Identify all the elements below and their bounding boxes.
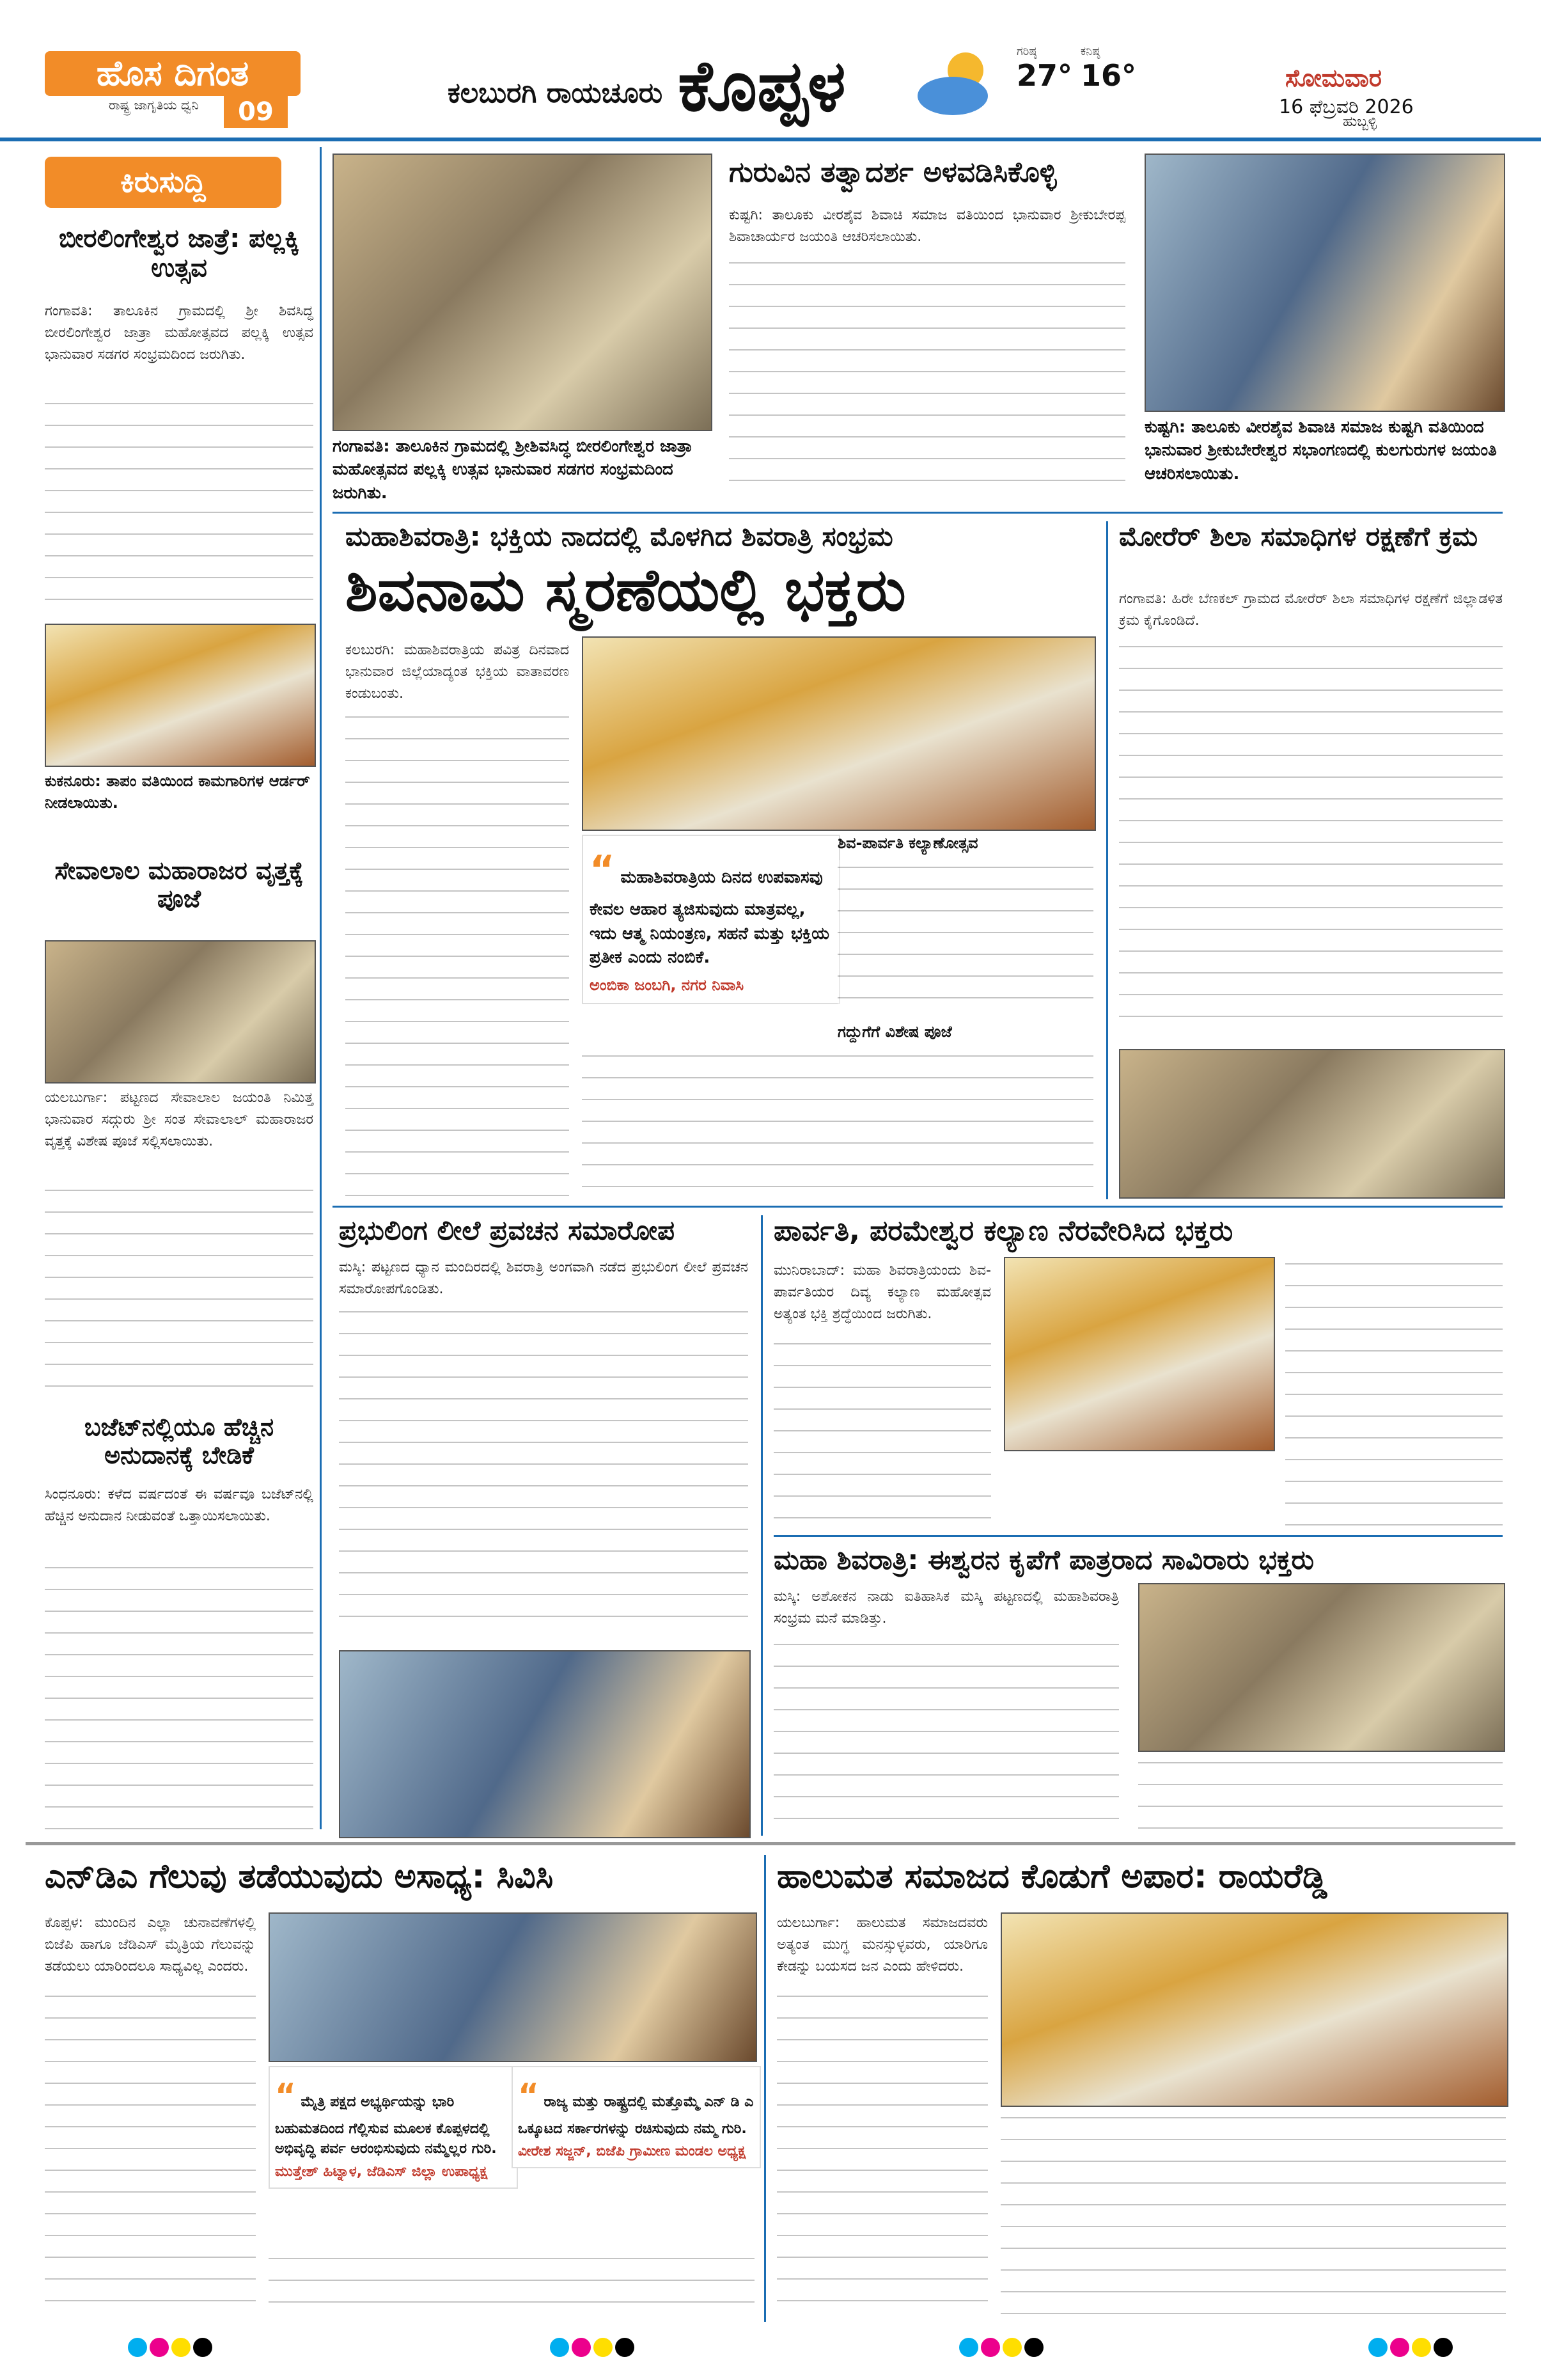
story4-photo [1119, 1049, 1505, 1199]
max-temp-label: ಗರಿಷ್ಠ [1017, 45, 1037, 58]
story2-caption: ಕುಷ್ಟಗಿ: ತಾಲೂಕು ವೀರಶೈವ ಶಿವಾಚಿ ಸಮಾಜ ಕುಷ್ಟಗಿ ವತಿಯಿಂದ ಭಾನುವಾರ ಶ್ರೀಕುಬೇರೇಶ್ವರ ಸಭಾಂಗಣದಲ್ಲಿ ಕುಲಗುರುಗಳ ಜಯಂತಿ ಆಚರಿಸಲಾಯಿತು. [1145, 418, 1497, 484]
max-temp-block [1017, 45, 1072, 93]
yellow-dot [1003, 2338, 1022, 2357]
story3-body: ಕಲಬುರಗಿ: ಮಹಾಶಿವರಾತ್ರಿಯ ಪವಿತ್ರ ದಿನವಾದ ಭಾನುವಾರ ಜಿಲ್ಲೆಯಾದ್ಯಂತ ಭಕ್ತಿಯ ವಾತಾವರಣ ಕಂಡುಬಂತು. [345, 642, 569, 702]
date: 16 ಫೆಬ್ರವರಿ 2026 [1279, 96, 1414, 118]
story3-kicker: ಮಹಾಶಿವರಾತ್ರಿ: ಭಕ್ತಿಯ ನಾದದಲ್ಲಿ ಮೊಳಗಿದ ಶಿವರಾತ್ರಿ ಸಂಭ್ರಮ [345, 521, 893, 552]
brief-text-filler-1 [45, 397, 313, 608]
brief-headline-4: ಬಜೆಟ್‌ನಲ್ಲಿಯೂ ಹೆಚ್ಚಿನ ಅನುದಾನಕ್ಕೆ ಬೇಡಿಕೆ [84, 1413, 274, 1469]
story6-photo [1004, 1257, 1275, 1451]
story9-photo [1001, 1912, 1508, 2107]
story1-photo [332, 154, 712, 431]
paper-tagline: ರಾಷ್ಟ್ರ ಜಾಗೃತಿಯ ಧ್ವನಿ [109, 97, 199, 113]
black-dot [193, 2338, 212, 2357]
brief-caption-2: ಕುಕನೂರು: ತಾಪಂ ವತಿಯಿಂದ ಕಾಮಗಾರಿಗಳ ಆರ್ಡರ್ ನೀಡಲಾಯಿತು. [45, 772, 310, 812]
story8-quote1 [269, 2066, 518, 2189]
story6-text-filler-2 [1285, 1257, 1503, 1525]
column-rule-mid [1106, 521, 1108, 1199]
min-temp-block [1081, 45, 1136, 93]
story8-body: ಕೊಪ್ಪಳ: ಮುಂದಿನ ಎಲ್ಲಾ ಚುನಾವಣೆಗಳಲ್ಲಿ ಬಿಜೆಪಿ ಹಾಗೂ ಜೆಡಿಎಸ್ ಮೈತ್ರಿಯ ಗೆಲುವನ್ನು ತಡೆಯಲು ಯಾರಿಂದಲೂ ಸಾಧ್ಯವಿಲ್ಲ ಎಂದರು. [45, 1915, 256, 1975]
magenta-dot [150, 2338, 169, 2357]
cyan-dot [128, 2338, 147, 2357]
magenta-dot [572, 2338, 591, 2357]
cyan-dot [1368, 2338, 1388, 2357]
magenta-dot [981, 2338, 1000, 2357]
story7-text-filler [774, 1637, 1119, 1829]
magenta-dot [1390, 2338, 1409, 2357]
print-city: ಹುಬ್ಬಳ್ಳಿ [1343, 114, 1377, 130]
story3-photo [582, 636, 1096, 831]
story2-headline: ಗುರುವಿನ ತತ್ವಾದರ್ಶ ಅಳವಡಿಸಿಕೊಳ್ಳಿ [729, 156, 1057, 189]
story7-text-filler-2 [1138, 1756, 1503, 1829]
quote-icon: “ [518, 2077, 539, 2114]
story8-text-filler-1 [45, 1989, 256, 2322]
story1-caption: ಗಂಗಾವತಿ: ತಾಲೂಕಿನ ಗ್ರಾಮದಲ್ಲಿ ಶ್ರೀಶಿವಸಿದ್ಧ ಬೀರಲಿಂಗೇಶ್ವರ ಜಾತ್ರಾ ಮಹೋತ್ಸವದ ಪಲ್ಲಕ್ಕಿ ಉತ್ಸವ ಭಾನುವಾರ ಸಡಗರ ಸಂಭ್ರಮದಿಂದ ಜರುಗಿತು. [332, 437, 692, 503]
story2-photo [1145, 154, 1505, 412]
story2-body: ಕುಷ್ಟಗಿ: ತಾಲೂಕು ವೀರಶೈವ ಶಿವಾಚಿ ಸಮಾಜ ವತಿಯಿಂದ ಭಾನುವಾರ ಶ್ರೀಕುಬೇರಪ್ಪ ಶಿವಾಚಾರ್ಯರ ಜಯಂತಿ ಆಚರಿಸಲಾಯಿತು. [729, 207, 1125, 246]
story8-photo [269, 1912, 757, 2062]
row-rule-2 [332, 1206, 1503, 1208]
masthead [0, 0, 1541, 141]
district-title: ಕೊಪ್ಪಳ [678, 45, 846, 127]
story8-quote2-text: ರಾಜ್ಯ ಮತ್ತು ರಾಷ್ಟ್ರದಲ್ಲಿ ಮತ್ತೊಮ್ಮೆ ಎನ್ ಡಿ ಎ ಒಕ್ಕೂಟದ ಸರ್ಕಾರಗಳನ್ನು ರಚಿಸುವುದು ನಮ್ಮ ಗುರಿ. [518, 2094, 754, 2137]
story8-quote2 [512, 2066, 761, 2168]
row-rule-4 [26, 1842, 1515, 1845]
story3-text-filler-2 [838, 860, 1093, 1014]
story3-sub1: ಶಿವ-ಪಾರ್ವತಿ ಕಲ್ಯಾಣೋತ್ಸವ [838, 834, 978, 852]
brief-text-filler-4 [45, 1561, 313, 1829]
story4-body: ಗಂಗಾವತಿ: ಹಿರೇ ಬೆಣಕಲ್ ಗ್ರಾಮದ ಮೋರೆರ್ ಶಿಲಾ ಸಮಾಧಿಗಳ ರಕ್ಷಣೆಗೆ ಜಿಲ್ಲಾಡಳಿತ ಕ್ರಮ ಕೈಗೊಂಡಿದೆ. [1119, 591, 1503, 629]
registration-marks-center-left [550, 2338, 637, 2360]
page-number: 09 [224, 96, 288, 128]
registration-marks-right [1368, 2338, 1455, 2360]
story5-body: ಮಸ್ಕಿ: ಪಟ್ಟಣದ ಧ್ಯಾನ ಮಂದಿರದಲ್ಲಿ ಶಿವರಾತ್ರಿ ಅಂಗವಾಗಿ ನಡೆದ ಪ್ರಭುಲಿಂಗ ಲೀಲೆ ಪ್ರವಚನ ಸಮಾರೋಪಗೊಂಡಿತು. [339, 1259, 748, 1298]
brief-text-filler-3 [45, 1183, 313, 1394]
yellow-dot [171, 2338, 191, 2357]
story3-quote-by: ಅಂಬಿಕಾ ಜಂಬಗಿ, ನಗರ ನಿವಾಸಿ [590, 976, 744, 995]
story9-text-filler-2 [1001, 2111, 1506, 2322]
yellow-dot [593, 2338, 613, 2357]
black-dot [1434, 2338, 1453, 2357]
min-temp: 16° [1081, 58, 1137, 93]
story8-quote2-by: ವೀರೇಶ ಸಜ್ಜನ್, ಬಿಜೆಪಿ ಗ್ರಾಮೀಣ ಮಂಡಲ ಅಧ್ಯಕ್ಷ [518, 2143, 746, 2160]
story8-headline: ಎನ್‌ಡಿಎ ಗೆಲುವು ತಡೆಯುವುದು ಅಸಾಧ್ಯ: ಸಿವಿಸಿ [45, 1857, 554, 1896]
brief-headline-3: ಸೇವಾಲಾಲ ಮಹಾರಾಜರ ವೃತ್ತಕ್ಕೆ ಪೂಜೆ [54, 856, 304, 913]
column-rule-mid2 [761, 1215, 763, 1836]
weather-icon [914, 45, 1004, 122]
quote-icon: “ [590, 847, 615, 892]
story4-headline: ಮೋರೆರ್ ಶಿಲಾ ಸಮಾಧಿಗಳ ರಕ್ಷಣೆಗೆ ಕ್ರಮ [1119, 521, 1478, 552]
column-rule-bottom [764, 1855, 766, 2322]
quote-icon: “ [275, 2077, 296, 2114]
weekday: ಸೋಮವಾರ [1285, 64, 1382, 92]
brief-body-1: ಗಂಗಾವತಿ: ತಾಲೂಕಿನ ಗ್ರಾಮದಲ್ಲಿ ಶ್ರೀ ಶಿವಸಿದ್ಧ ಬೀರಲಿಂಗೇಶ್ವರ ಜಾತ್ರಾ ಮಹೋತ್ಸವದ ಪಲ್ಲಕ್ಕಿ ಉತ್ಸವ ಭಾನುವಾರ ಸಡಗರ ಸಂಭ್ರಮದಿಂದ ಜರುಗಿತು. [45, 303, 313, 363]
cyan-dot [959, 2338, 978, 2357]
cyan-dot [550, 2338, 569, 2357]
story6-headline: ಪಾರ್ವತಿ, ಪರಮೇಶ್ವರ ಕಲ್ಯಾಣ ನೆರವೇರಿಸಿದ ಭಕ್ತರು [774, 1215, 1233, 1247]
story9-text-filler-1 [777, 1989, 988, 2322]
story8-text-filler-2 [269, 2251, 755, 2322]
row-rule-3 [774, 1535, 1503, 1537]
story7-photo [1138, 1583, 1505, 1752]
story4-text-filler [1119, 640, 1503, 1036]
paper-logo: ಹೊಸ ದಿಗಂತ [45, 51, 301, 96]
kirusuddi-label: ಕಿರುಸುದ್ದಿ [45, 157, 281, 208]
story3-text-filler-1 [345, 710, 569, 1196]
max-temp: 27° [1017, 58, 1073, 93]
black-dot [615, 2338, 634, 2357]
story9-body: ಯಲಬುರ್ಗಾ: ಹಾಲುಮತ ಸಮಾಜದವರು ಅತ್ಯಂತ ಮುಗ್ಧ ಮನಸ್ಸುಳ್ಳವರು, ಯಾರಿಗೂ ಕೇಡನ್ನು ಬಯಸದ ಜನ ಎಂದು ಹೇಳಿದರು. [777, 1915, 988, 1975]
column-rule-left [320, 147, 322, 1829]
story6-body: ಮುನಿರಾಬಾದ್: ಮಹಾ ಶಿವರಾತ್ರಿಯಂದು ಶಿವ-ಪಾರ್ವತಿಯರ ದಿವ್ಯ ಕಲ್ಯಾಣ ಮಹೋತ್ಸವ ಅತ್ಯಂತ ಭಕ್ತಿ ಶ್ರದ್ಧೆಯಿಂದ ಜರುಗಿತು. [774, 1263, 991, 1323]
story3-quote-text: ಮಹಾಶಿವರಾತ್ರಿಯ ದಿನದ ಉಪವಾಸವು ಕೇವಲ ಆಹಾರ ತ್ಯಜಿಸುವುದು ಮಾತ್ರವಲ್ಲ, ಇದು ಆತ್ಮ ನಿಯಂತ್ರಣ, ಸಹನೆ ಮತ್ತು ಭಕ್ತಿಯ ಪ್ರತೀಕ ಎಂದು ನಂಬಿಕೆ. [590, 868, 829, 968]
brief-body-4: ಸಿಂಧನೂರು: ಕಳೆದ ವರ್ಷದಂತೆ ಈ ವರ್ಷವೂ ಬಜೆಟ್‌ನಲ್ಲಿ ಹೆಚ್ಚಿನ ಅನುದಾನ ನೀಡುವಂತೆ ಒತ್ತಾಯಿಸಲಾಯಿತು. [45, 1486, 313, 1525]
story8-quote1-by: ಮುತ್ತೇಶ್ ಹಿಟ್ನಾಳ, ಜೆಡಿಎಸ್ ಜಿಲ್ಲಾ ಉಪಾಧ್ಯಕ್ಷ [275, 2164, 488, 2180]
story3-sub2: ಗದ್ದುಗೆಗೆ ವಿಶೇಷ ಪೂಜೆ [838, 1023, 952, 1041]
story8-quote1-text: ಮೈತ್ರಿ ಪಕ್ಷದ ಅಭ್ಯರ್ಥಿಯನ್ನು ಭಾರಿ ಬಹುಮತದಿಂದ ಗೆಲ್ಲಿಸುವ ಮೂಲಕ ಕೊಪ್ಪಳದಲ್ಲಿ ಅಭಿವೃದ್ಧಿ ಪರ್ವ ಆರಂಭಿಸುವುದು ನಮ್ಮೆಲ್ಲರ ಗುರಿ. [275, 2094, 497, 2157]
story3-headline: ಶಿವನಾಮ ಸ್ಮರಣೆಯಲ್ಲಿ ಭಕ್ತರು [345, 556, 906, 624]
story3-quote [582, 835, 840, 1004]
registration-marks-left [128, 2338, 215, 2360]
story7-body: ಮಸ್ಕಿ: ಅಶೋಕನ ನಾಡು ಐತಿಹಾಸಿಕ ಮಸ್ಕಿ ಪಟ್ಟಣದಲ್ಲಿ ಮಹಾಶಿವರಾತ್ರಿ ಸಂಭ್ರಮ ಮನೆ ಮಾಡಿತ್ತು. [774, 1589, 1119, 1627]
brief-photo-2 [45, 624, 316, 767]
story9-headline: ಹಾಲುಮತ ಸಮಾಜದ ಕೊಡುಗೆ ಅಪಾರ: ರಾಯರೆಡ್ಡಿ [777, 1857, 1327, 1896]
story6-text-filler-1 [774, 1337, 991, 1529]
brief-body-3: ಯಲಬುರ್ಗಾ: ಪಟ್ಟಣದ ಸೇವಾಲಾಲ ಜಯಂತಿ ನಿಮಿತ್ತ ಭಾನುವಾರ ಸದ್ಗುರು ಶ್ರೀ ಸಂತ ಸೇವಾಲಾಲ್ ಮಹಾರಾಜರ ವೃತ್ತಕ್ಕೆ ವಿಶೇಷ ಪೂಜೆ ಸಲ್ಲಿಸಲಾಯಿತು. [45, 1090, 313, 1150]
story5-photo [339, 1650, 751, 1838]
story2-text-filler [729, 256, 1125, 499]
story3-text-filler-3 [582, 1049, 1093, 1196]
story5-headline: ಪ್ರಭುಲಿಂಗ ಲೀಲೆ ಪ್ರವಚನ ಸಮಾರೋಪ [339, 1215, 675, 1246]
brief-headline-1: ಬೀರಲಿಂಗೇಶ್ವರ ಜಾತ್ರೆ: ಪಲ್ಲಕ್ಕಿ ಉತ್ಸವ [59, 224, 299, 283]
row-rule-1 [332, 512, 1503, 514]
black-dot [1024, 2338, 1044, 2357]
registration-marks-center-right [959, 2338, 1046, 2360]
story7-headline: ಮಹಾ ಶಿವರಾತ್ರಿ: ಈಶ್ವರನ ಕೃಪೆಗೆ ಪಾತ್ರರಾದ ಸಾವಿರಾರು ಭಕ್ತರು [774, 1544, 1315, 1575]
story5-text-filler [339, 1305, 748, 1637]
edition-cities: ಕಲಬುರಗಿ ರಾಯಚೂರು [448, 77, 663, 109]
brief-photo-3 [45, 940, 316, 1084]
min-temp-label: ಕನಿಷ್ಠ [1081, 45, 1100, 58]
yellow-dot [1412, 2338, 1431, 2357]
